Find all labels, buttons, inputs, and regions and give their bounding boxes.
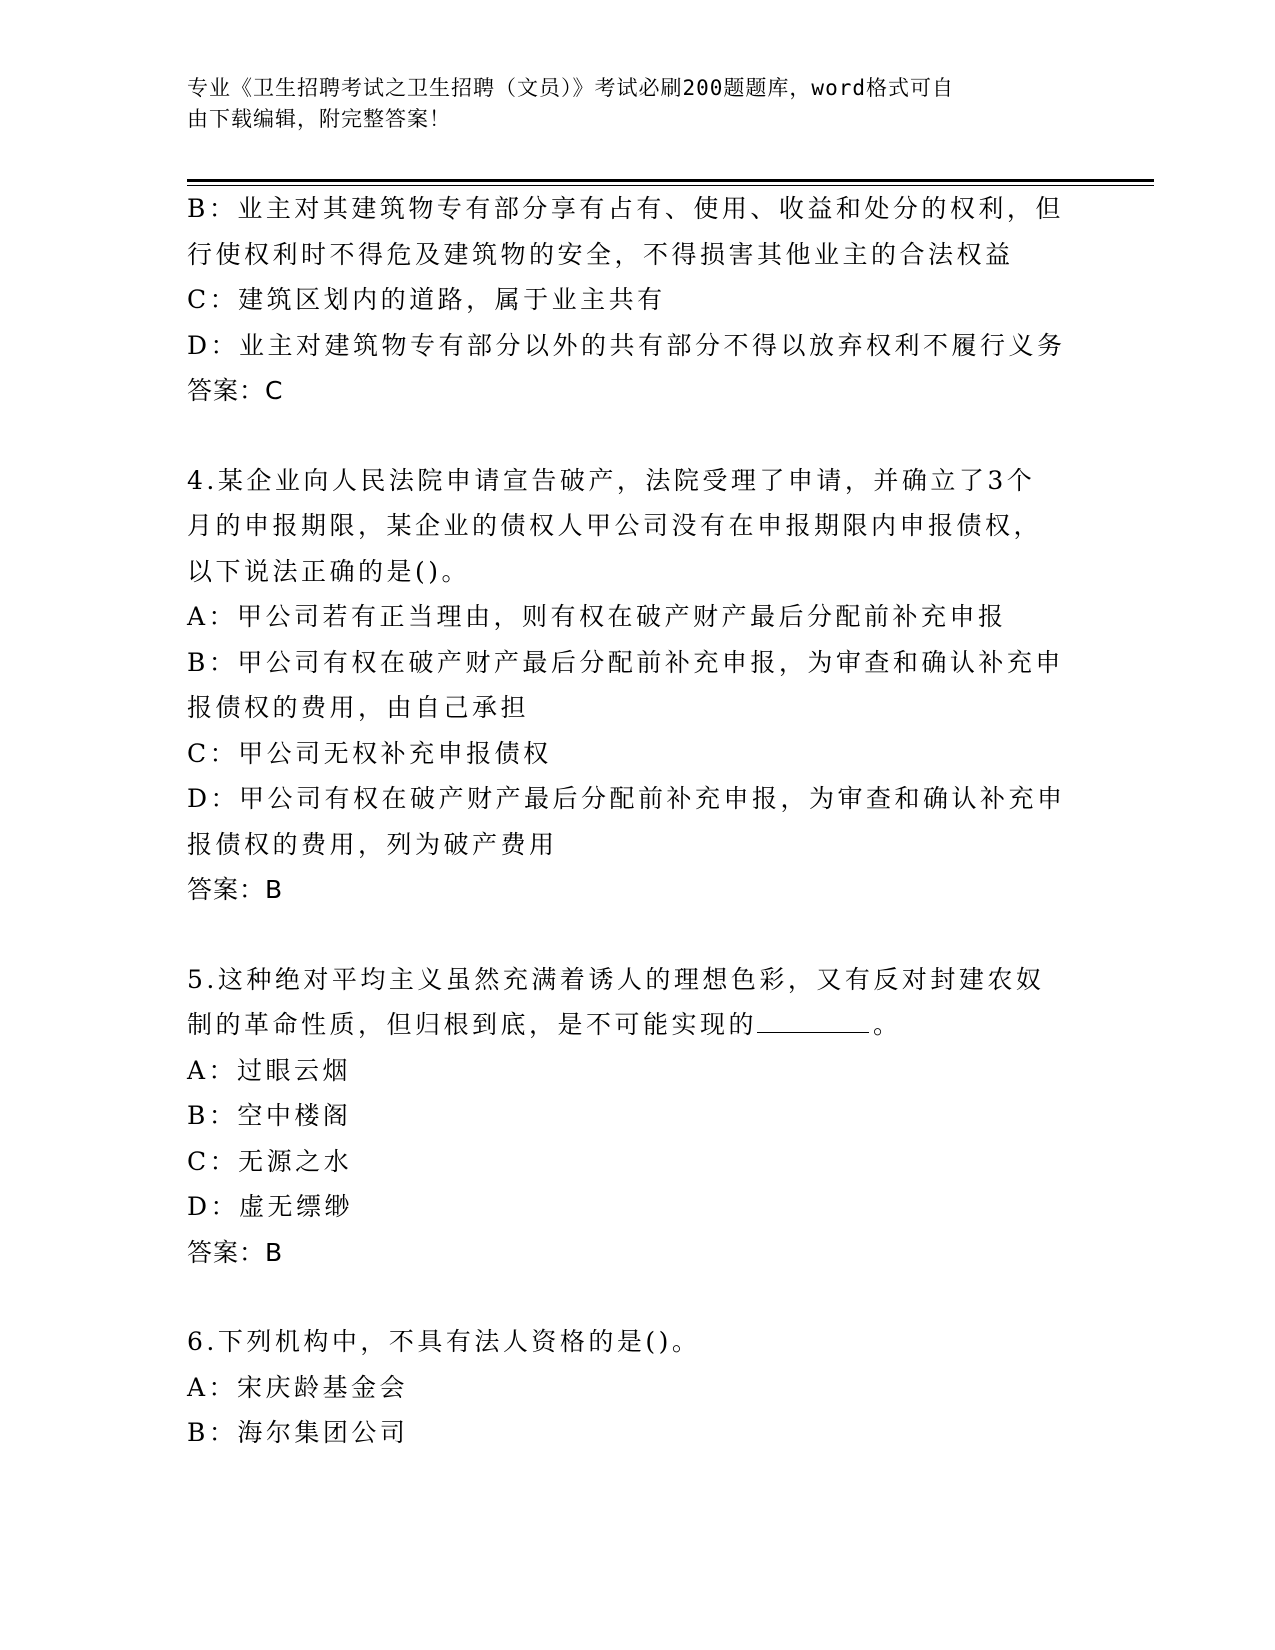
document-header bbox=[187, 73, 1067, 135]
spacer bbox=[187, 913, 1147, 957]
q4-option-a: A：甲公司若有正当理由，则有权在破产财产最后分配前补充申报 bbox=[187, 602, 1007, 631]
q6-option-a: A：宋庆龄基金会 bbox=[187, 1372, 409, 1402]
q5-option-d: D：虚无缥缈 bbox=[187, 1192, 354, 1221]
q5-option-c: C：无源之水 bbox=[187, 1146, 353, 1176]
q3-option-b-line-1: B：业主对其建筑物专有部分享有占有、使用、收益和处分的权利，但 bbox=[187, 194, 1064, 223]
q4-option-d-line-2: 报债权的费用，列为破产费用 bbox=[187, 829, 558, 859]
question-5 bbox=[187, 957, 1147, 1276]
question-3 bbox=[187, 186, 1147, 414]
q4-option-c: C：甲公司无权补充申报债权 bbox=[187, 738, 552, 768]
q4-stem-line-2: 月的申报期限，某企业的债权人甲公司没有在申报期限内申报债权， bbox=[187, 511, 1043, 540]
q5-option-b: B：空中楼阁 bbox=[187, 1101, 352, 1130]
spacer bbox=[187, 1275, 1147, 1319]
q4-stem-line-3: 以下说法正确的是()。 bbox=[187, 556, 471, 586]
header-rule-thick bbox=[187, 179, 1154, 182]
q5-option-a: A：过眼云烟 bbox=[187, 1055, 352, 1085]
question-4 bbox=[187, 458, 1147, 913]
q3-option-d: D：业主对建筑物专有部分以外的共有部分不得以放弃权利不履行义务 bbox=[187, 330, 1066, 360]
q4-option-d-line-1: D：甲公司有权在破产财产最后分配前补充申报，为审查和确认补充申 bbox=[187, 784, 1066, 813]
question-6 bbox=[187, 1319, 1147, 1456]
header-line-2: 由下载编辑，附完整答案！ bbox=[187, 107, 451, 131]
q4-stem-line-1: 4.某企业向人民法院申请宣告破产，法院受理了申请，并确立了3个 bbox=[187, 465, 1036, 495]
q5-stem-line-1: 5.这种绝对平均主义虽然充满着诱人的理想色彩，又有反对封建农奴 bbox=[187, 964, 1045, 994]
fill-in-blank bbox=[757, 1012, 869, 1033]
q5-stem-line-2-end: 。 bbox=[873, 1010, 902, 1039]
q3-option-c: C：建筑区划内的道路，属于业主共有 bbox=[187, 285, 666, 314]
q4-option-b-line-1: B：甲公司有权在破产财产最后分配前补充申报，为审查和确认补充申 bbox=[187, 647, 1064, 677]
q6-stem-line-1: 6.下列机构中，不具有法人资格的是()。 bbox=[187, 1327, 701, 1356]
q5-answer: 答案：B bbox=[187, 1237, 284, 1267]
spacer bbox=[187, 414, 1147, 458]
q3-option-b-line-2: 行使权利时不得危及建筑物的安全，不得损害其他业主的合法权益 bbox=[187, 239, 1014, 269]
q4-answer: 答案：B bbox=[187, 875, 284, 904]
q6-option-b: B：海尔集团公司 bbox=[187, 1418, 409, 1447]
q3-answer: 答案：C bbox=[187, 376, 284, 405]
q4-option-b-line-2: 报债权的费用，由自己承担 bbox=[187, 693, 530, 722]
question-content bbox=[187, 186, 1147, 1456]
q5-stem-line-2 bbox=[187, 1002, 1147, 1048]
q5-stem-line-2-text: 制的革命性质，但归根到底，是不可能实现的 bbox=[187, 1010, 758, 1039]
header-line-1: 专业《卫生招聘考试之卫生招聘（文员）》考试必刷200题题库，word格式可自 bbox=[187, 76, 954, 100]
